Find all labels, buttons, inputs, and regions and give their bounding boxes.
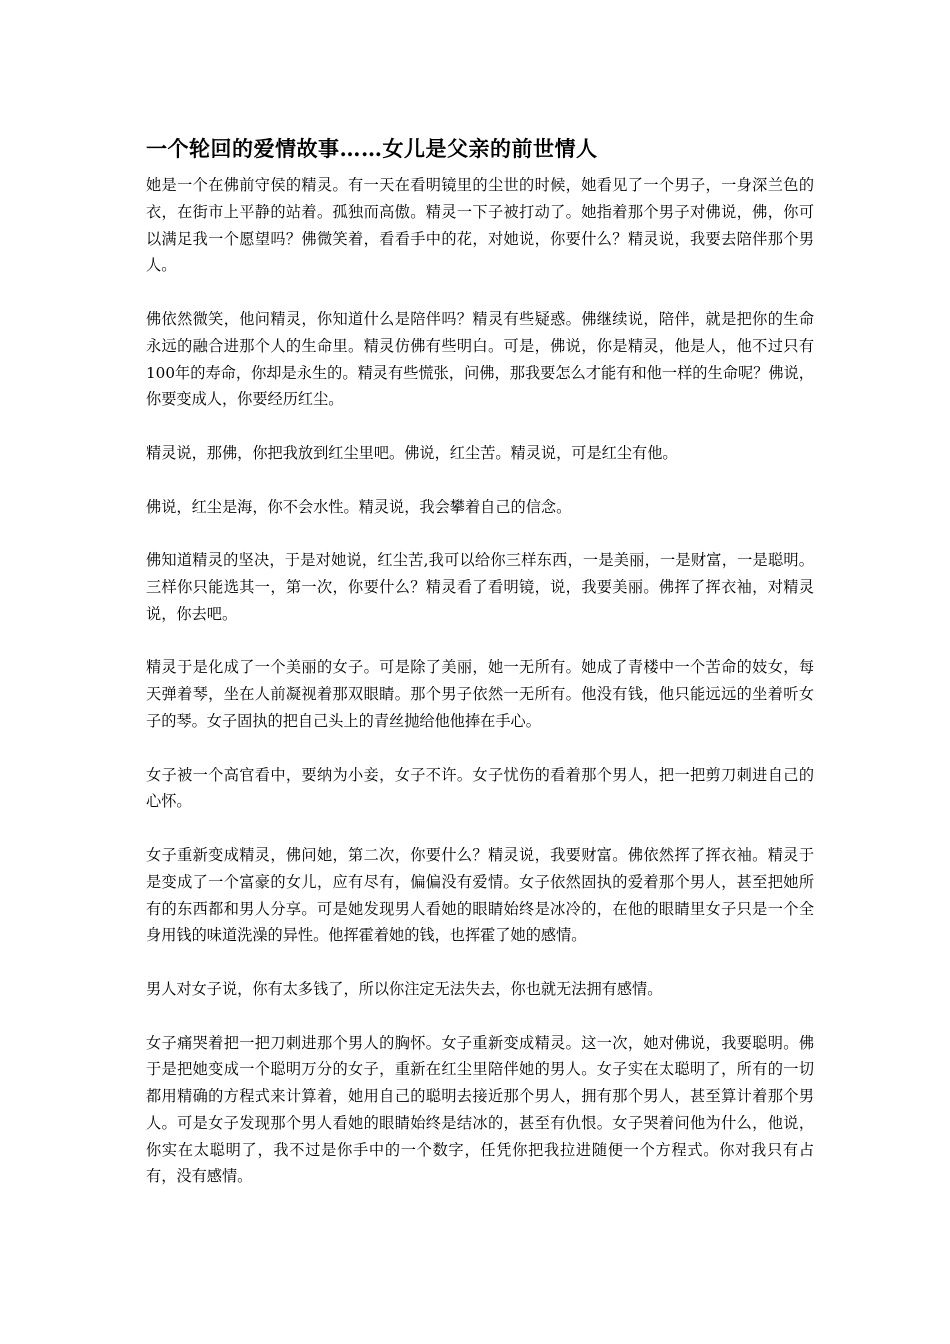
paragraph-6: 精灵于是化成了一个美丽的女子。可是除了美丽，她一无所有。她成了青楼中一个苦命的妓女，每天弹着琴，坐在人前凝视着那双眼睛。那个男子依然一无所有。他没有钱，他只能远远的坐着听女子的琴。女子固执的把自己头上的青丝抛给他他捧在手心。: [146, 658, 814, 730]
paragraph-9: 男人对女子说，你有太多钱了，所以你注定无法失去，你也就无法拥有感情。: [146, 979, 663, 998]
paragraph-5: 佛知道精灵的坚决，于是对她说，红尘苦,我可以给你三样东西，一是美丽，一是财富，一是聪明。三样你只能选其一，第一次，你要什么？精灵看了看明镜，说，我要美丽。佛挥了挥衣袖，对精灵说，你去吧。: [146, 551, 814, 623]
paragraph-3: 精灵说，那佛，你把我放到红尘里吧。佛说，红尘苦。精灵说，可是红尘有他。: [146, 443, 678, 462]
document-page: [146, 134, 814, 1217]
paragraph-7: 女子被一个高官看中，要纳为小妾，女子不许。女子忧伤的看着那个男人，把一把剪刀刺进自己的心怀。: [146, 765, 814, 811]
paragraph-8: 女子重新变成精灵，佛问她，第二次，你要什么？精灵说，我要财富。佛依然挥了挥衣袖。精灵于是变成了一个富豪的女儿，应有尽有，偏偏没有爱情。女子依然固执的爱着那个男人，甚至把她所有的东西都和男人分享。可是她发现男人看她的眼睛始终是冰冷的，在他的眼睛里女子只是一个全身用钱的味道洗澡的异性。他挥霍着她的钱，也挥霍了她的感情。: [146, 845, 814, 945]
paragraph-2: 佛依然微笑，他问精灵，你知道什么是陪伴吗？精灵有些疑惑。佛继续说，陪伴，就是把你的生命永远的融合进那个人的生命里。精灵仿佛有些明白。可是，佛说，你是精灵，他是人，他不过只有100年的寿命，你却是永生的。精灵有些慌张，问佛，那我要怎么才能有和他一样的生命呢？佛说，你要变成人，你要经历红尘。: [146, 309, 814, 409]
paragraph-4: 佛说，红尘是海，你不会水性。精灵说，我会攀着自己的信念。: [146, 497, 572, 516]
paragraph-10: 女子痛哭着把一把刀刺进那个男人的胸怀。女子重新变成精灵。这一次，她对佛说，我要聪明。佛于是把她变成一个聪明万分的女子，重新在红尘里陪伴她的男人。女子实在太聪明了，所有的一切都用精确的方程式来计算着，她用自己的聪明去接近那个男人，拥有那个男人，甚至算计着那个男人。可是女子发现那个男人看她的眼睛始终是结冰的，甚至有仇恨。女子哭着问他为什么，他说，你实在太聪明了，我不过是你手中的一个数字，任凭你把我拉进随便一个方程式。你对我只有占有，没有感情。: [146, 1033, 814, 1186]
document-title: 一个轮回的爱情故事……女儿是父亲的前世情人: [146, 136, 598, 161]
paragraph-1: 她是一个在佛前守侯的精灵。有一天在看明镜里的尘世的时候，她看见了一个男子，一身深兰色的衣，在街市上平静的站着。孤独而高傲。精灵一下子被打动了。她指着那个男子对佛说，佛，你可以满足我一个愿望吗？佛微笑着，看看手中的花，对她说，你要什么？精灵说，我要去陪伴那个男人。: [146, 176, 814, 275]
